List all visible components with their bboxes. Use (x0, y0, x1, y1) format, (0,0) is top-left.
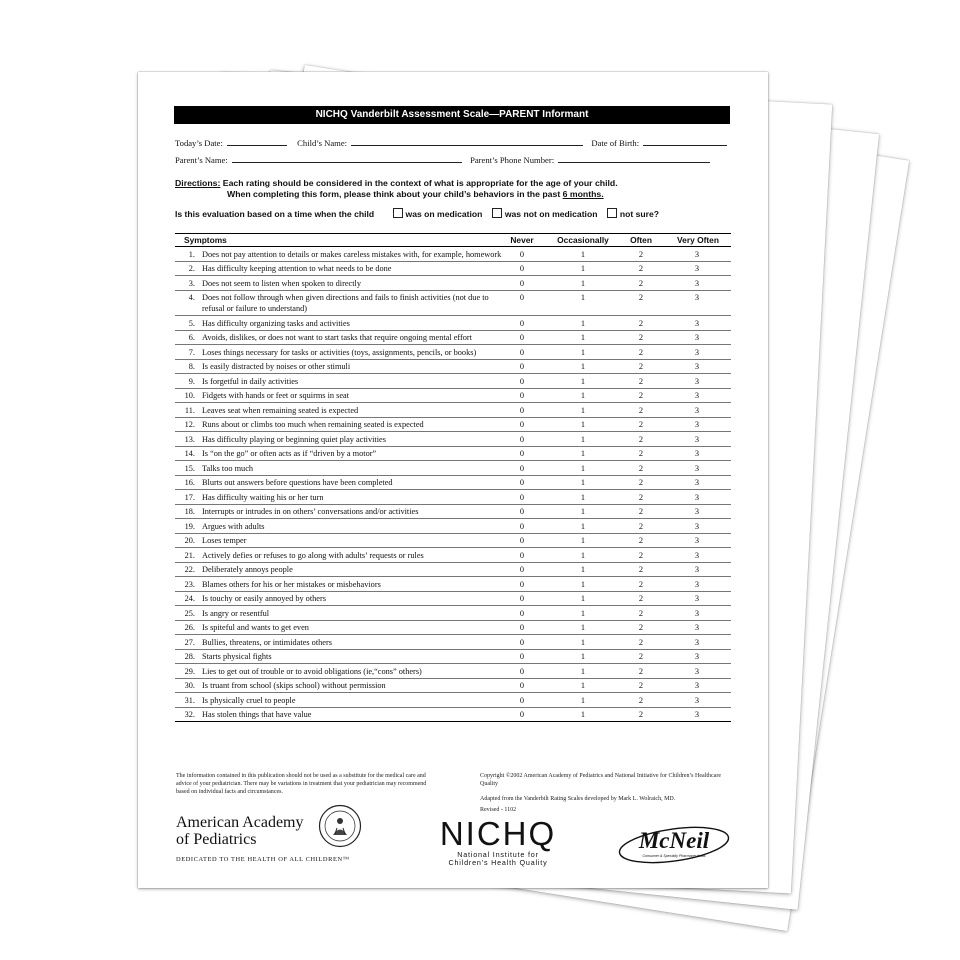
rating-often[interactable]: 2 (638, 449, 644, 458)
date-of-birth-field[interactable] (643, 137, 727, 146)
symptom-text: Has difficulty playing or beginning quiet play activities (202, 434, 386, 444)
table-row (175, 418, 731, 433)
rating-occasionally[interactable]: 1 (580, 420, 586, 429)
table-row (175, 563, 731, 578)
table-row (175, 693, 731, 708)
rating-very-often[interactable]: 3 (694, 695, 700, 705)
rating-very-often[interactable]: 3 (694, 420, 700, 429)
rating-often[interactable]: 2 (638, 405, 644, 415)
rating-never[interactable]: 0 (519, 710, 525, 719)
rating-never[interactable]: 0 (519, 637, 525, 647)
table-row (175, 606, 731, 621)
not-sure-checkbox[interactable] (607, 208, 617, 218)
rating-often[interactable]: 2 (638, 565, 644, 574)
parents-name-field[interactable] (232, 154, 462, 163)
rating-never[interactable]: 0 (519, 434, 525, 444)
symptom-text: Talks too much (202, 463, 254, 473)
rating-never[interactable]: 0 (519, 391, 525, 400)
rating-often[interactable]: 2 (638, 391, 644, 400)
rating-occasionally[interactable]: 1 (580, 666, 586, 676)
rating-often[interactable]: 2 (638, 492, 644, 502)
rating-often[interactable]: 2 (638, 681, 644, 690)
rating-occasionally[interactable]: 1 (580, 507, 586, 516)
rating-never[interactable]: 0 (519, 695, 525, 705)
rating-occasionally[interactable]: 1 (580, 376, 586, 386)
rating-often[interactable]: 2 (638, 463, 644, 473)
symptom-text: Is “on the go” or often acts as if “driven by a motor” (202, 449, 377, 458)
aap-tagline: DEDICATED TO THE HEALTH OF ALL CHILDREN™ (176, 856, 350, 863)
rating-occasionally[interactable]: 1 (580, 608, 586, 618)
symptom-number: 31. (184, 695, 195, 705)
rating-very-often[interactable]: 3 (694, 710, 700, 719)
rating-occasionally[interactable]: 1 (580, 391, 586, 400)
symptom-text: Fidgets with hands or feet or squirms in seat (202, 391, 350, 400)
rating-often[interactable]: 2 (638, 376, 644, 386)
table-row (175, 621, 731, 636)
table-row (175, 276, 731, 291)
rating-often[interactable]: 2 (638, 594, 644, 603)
rating-occasionally[interactable]: 1 (580, 333, 586, 342)
rating-never[interactable]: 0 (519, 623, 525, 632)
nichq-wordmark: NICHQ (439, 815, 557, 852)
rating-never[interactable]: 0 (519, 681, 525, 690)
rating-occasionally[interactable]: 1 (580, 463, 586, 473)
rating-occasionally[interactable]: 1 (580, 362, 586, 371)
rating-occasionally[interactable]: 1 (580, 594, 586, 603)
symptom-number: 23. (184, 579, 195, 589)
rating-very-often[interactable]: 3 (694, 507, 700, 516)
rating-occasionally[interactable]: 1 (580, 318, 586, 328)
table-row (175, 247, 731, 262)
rating-occasionally[interactable]: 1 (580, 405, 586, 415)
symptom-text: Deliberately annoys people (202, 565, 293, 574)
rating-occasionally[interactable]: 1 (580, 710, 586, 719)
symptom-text: Is physically cruel to people (202, 695, 296, 705)
fields-row-1 (175, 137, 727, 148)
rating-very-often[interactable]: 3 (694, 318, 700, 328)
rating-never[interactable]: 0 (519, 405, 525, 415)
symptom-text: Bullies, threatens, or intimidates others (202, 637, 332, 647)
table-row (175, 432, 731, 447)
symptom-text: Runs about or climbs too much when remaining seated is expected (202, 420, 424, 429)
rating-very-often[interactable]: 3 (694, 579, 700, 589)
nichq-logo (428, 817, 568, 867)
rating-occasionally[interactable]: 1 (580, 293, 586, 302)
table-row (175, 389, 731, 404)
symptom-number: 6. (188, 333, 195, 342)
rating-occasionally[interactable]: 1 (580, 249, 586, 259)
rating-often[interactable]: 2 (638, 695, 644, 705)
table-row (175, 360, 731, 375)
rating-never[interactable]: 0 (519, 565, 525, 574)
rating-often[interactable]: 2 (638, 652, 644, 661)
symptom-number: 30. (184, 681, 195, 690)
parents-phone-label: Parent’s Phone Number: (470, 155, 555, 165)
rating-never[interactable]: 0 (519, 420, 525, 429)
symptom-number: 9. (188, 376, 195, 386)
symptom-text: Loses temper (202, 536, 247, 545)
symptom-number: 21. (184, 550, 195, 560)
todays-date-field[interactable] (227, 137, 287, 146)
form-page (138, 72, 768, 888)
symptom-text: Has difficulty organizing tasks and activities (202, 318, 350, 328)
symptom-text: Is spiteful and wants to get even (202, 623, 309, 632)
rating-never[interactable]: 0 (519, 507, 525, 516)
rating-occasionally[interactable]: 1 (580, 347, 586, 357)
rating-often[interactable]: 2 (638, 710, 644, 719)
rating-often[interactable]: 2 (638, 623, 644, 632)
symptom-number: 3. (188, 278, 195, 288)
rating-occasionally[interactable]: 1 (580, 434, 586, 444)
rating-occasionally[interactable]: 1 (580, 449, 586, 458)
symptom-number: 14. (184, 449, 195, 458)
rating-never[interactable]: 0 (519, 264, 525, 273)
symptom-number: 19. (184, 521, 195, 531)
rating-occasionally[interactable]: 1 (580, 695, 586, 705)
symptom-text: Is forgetful in daily activities (202, 376, 299, 386)
rating-very-often[interactable]: 3 (694, 492, 700, 502)
rating-very-often[interactable]: 3 (694, 521, 700, 531)
symptom-number: 22. (184, 565, 195, 574)
table-row (175, 534, 731, 549)
symptom-text: Is touchy or easily annoyed by others (202, 594, 326, 603)
symptom-number: 5. (188, 318, 195, 328)
symptom-text: Is truant from school (skips school) without permission (202, 681, 386, 690)
symptom-text: Does not seem to listen when spoken to directly (202, 278, 361, 288)
rating-occasionally[interactable]: 1 (580, 478, 586, 487)
rating-very-often[interactable]: 3 (694, 666, 700, 676)
rating-very-often[interactable]: 3 (694, 362, 700, 371)
symptom-text: Starts physical fights (202, 652, 272, 661)
rating-never[interactable]: 0 (519, 449, 525, 458)
date-of-birth-label: Date of Birth: (591, 138, 640, 148)
symptom-number: 12. (184, 420, 195, 429)
symptom-text: Has difficulty keeping attention to what needs to be done (202, 264, 392, 273)
rating-often[interactable]: 2 (638, 637, 644, 647)
symptom-number: 26. (184, 623, 195, 632)
table-row (175, 519, 731, 534)
directions-label: Directions: (175, 178, 221, 188)
rating-never[interactable]: 0 (519, 362, 525, 371)
rating-often[interactable]: 2 (638, 293, 644, 302)
symptom-number: 4. (188, 293, 195, 302)
rating-never[interactable]: 0 (519, 666, 525, 676)
rating-very-often[interactable]: 3 (694, 278, 700, 288)
rating-often[interactable]: 2 (638, 264, 644, 273)
rating-never[interactable]: 0 (519, 608, 525, 618)
rating-very-often[interactable]: 3 (694, 550, 700, 560)
rating-very-often[interactable]: 3 (694, 637, 700, 647)
table-row (175, 461, 731, 476)
symptom-number: 15. (184, 463, 195, 473)
aap-line-1: American Academy (176, 814, 304, 831)
table-row (175, 345, 731, 360)
rating-never[interactable]: 0 (519, 579, 525, 589)
aap-line-2: of Pediatrics (176, 831, 257, 848)
rating-very-often[interactable]: 3 (694, 478, 700, 487)
rating-often[interactable]: 2 (638, 249, 644, 259)
symptom-number: 1. (188, 249, 195, 259)
rating-often[interactable]: 2 (638, 318, 644, 328)
rating-very-often[interactable]: 3 (694, 249, 700, 259)
rating-very-often[interactable]: 3 (694, 293, 700, 302)
table-row (175, 374, 731, 389)
rating-occasionally[interactable]: 1 (580, 637, 586, 647)
rating-never[interactable]: 0 (519, 521, 525, 531)
copyright: Copyright ©2002 American Academy of Pediatrics and National Initiative for Children’s Healthcare Quality (480, 773, 721, 787)
rating-very-often[interactable]: 3 (694, 681, 700, 690)
rating-very-often[interactable]: 3 (694, 565, 700, 574)
rating-often[interactable]: 2 (638, 362, 644, 371)
rating-very-often[interactable]: 3 (694, 264, 700, 273)
rating-never[interactable]: 0 (519, 333, 525, 342)
rating-never[interactable]: 0 (519, 478, 525, 487)
rating-very-often[interactable]: 3 (694, 536, 700, 545)
rating-very-often[interactable]: 3 (694, 333, 700, 342)
rating-often[interactable]: 2 (638, 521, 644, 531)
rating-never[interactable]: 0 (519, 492, 525, 502)
todays-date-label: Today’s Date: (175, 138, 223, 148)
mcneil-logo (616, 824, 732, 864)
table-header (175, 234, 731, 247)
header-often: Often (630, 235, 652, 245)
symptom-number: 25. (184, 608, 195, 618)
parents-phone-field[interactable] (558, 154, 710, 163)
rating-never[interactable]: 0 (519, 293, 525, 302)
symptom-text: Lies to get out of trouble or to avoid obligations (ie,“cons” others) (202, 666, 422, 676)
symptom-number: 17. (184, 492, 195, 502)
table-row (175, 548, 731, 563)
rating-occasionally[interactable]: 1 (580, 536, 586, 545)
symptom-text: Does not pay attention to details or makes careless mistakes with, for example, homework (202, 249, 502, 259)
table-row (175, 291, 731, 317)
rating-occasionally[interactable]: 1 (580, 264, 586, 273)
childs-name-field[interactable] (351, 137, 583, 146)
not-sure-label: not sure? (619, 209, 659, 219)
rating-occasionally[interactable]: 1 (580, 278, 586, 288)
symptom-text: Has difficulty waiting his or her turn (202, 492, 324, 502)
directions-line-2: When completing this form, please think about your child’s behaviors in the past (227, 189, 563, 199)
aap-logo-text (176, 814, 304, 848)
evaluation-question (175, 208, 735, 219)
symptom-text: Avoids, dislikes, or does not want to start tasks that require ongoing mental effort (202, 333, 472, 342)
table-row (175, 447, 731, 462)
rating-never[interactable]: 0 (519, 249, 525, 259)
table-row (175, 316, 731, 331)
rating-often[interactable]: 2 (638, 420, 644, 429)
mcneil-tagline: Consumer & Specialty Pharmaceuticals (642, 854, 706, 858)
rating-never[interactable]: 0 (519, 318, 525, 328)
header-symptoms: Symptoms (184, 235, 227, 245)
rating-occasionally[interactable]: 1 (580, 652, 586, 661)
rating-very-often[interactable]: 3 (694, 594, 700, 603)
on-medication-label: was on medication (405, 209, 483, 219)
symptom-number: 27. (184, 637, 195, 647)
rating-never[interactable]: 0 (519, 463, 525, 473)
fields-row-2 (175, 154, 710, 165)
rating-never[interactable]: 0 (519, 376, 525, 386)
rating-often[interactable]: 2 (638, 333, 644, 342)
rating-very-often[interactable]: 3 (694, 405, 700, 415)
rating-very-often[interactable]: 3 (694, 449, 700, 458)
symptom-text: Actively defies or refuses to go along with adults’ requests or rules (202, 550, 424, 560)
symptom-number: 7. (188, 347, 195, 357)
header-very-often: Very Often (677, 235, 719, 245)
rating-often[interactable]: 2 (638, 434, 644, 444)
symptom-number: 29. (184, 666, 195, 676)
symptom-number: 24. (184, 594, 195, 603)
symptom-table (175, 233, 731, 722)
rating-very-often[interactable]: 3 (694, 463, 700, 473)
revised-note: Revised - 1102 (480, 807, 517, 813)
symptom-number: 13. (184, 434, 195, 444)
table-row (175, 664, 731, 679)
symptom-number: 8. (188, 362, 195, 371)
mcneil-wordmark: McNeil (638, 828, 710, 853)
directions-period: 6 months. (562, 189, 604, 199)
rating-very-often[interactable]: 3 (694, 347, 700, 357)
rating-occasionally[interactable]: 1 (580, 550, 586, 560)
header-occasionally: Occasionally (557, 235, 609, 245)
symptom-number: 2. (188, 264, 195, 273)
nichq-line-1: National Institute for (457, 850, 539, 859)
symptom-text: Interrupts or intrudes in on others’ conversations and/or activities (202, 507, 419, 516)
rating-never[interactable]: 0 (519, 536, 525, 545)
not-on-medication-label: was not on medication (504, 209, 598, 219)
rating-often[interactable]: 2 (638, 550, 644, 560)
table-row (175, 592, 731, 607)
table-row (175, 490, 731, 505)
table-row (175, 650, 731, 665)
symptom-text: Blurts out answers before questions have been completed (202, 478, 393, 487)
symptom-number: 28. (184, 652, 195, 661)
table-row (175, 331, 731, 346)
rating-never[interactable]: 0 (519, 347, 525, 357)
on-medication-checkbox[interactable] (393, 208, 403, 218)
table-row (175, 635, 731, 650)
disclaimer: The information contained in this publication should not be used as a substitute for the medical care and advice of your pediatrician. There may be variations in treatment that your pediatrician may recommend based on individual facts and circumstances. (176, 773, 427, 795)
rating-often[interactable]: 2 (638, 608, 644, 618)
symptom-text: Has stolen things that have value (202, 710, 312, 719)
symptom-text: Does not follow through when given directions and fails to finish activities (not due to refusal or failure to understand) (202, 293, 489, 313)
childs-name-label: Child’s Name: (297, 138, 348, 148)
table-row (175, 403, 731, 418)
symptom-number: 32. (184, 710, 195, 719)
symptom-number: 16. (184, 478, 195, 487)
rating-very-often[interactable]: 3 (694, 376, 700, 386)
evaluation-prompt: Is this evaluation based on a time when the child (175, 209, 375, 219)
rating-never[interactable]: 0 (519, 652, 525, 661)
rating-often[interactable]: 2 (638, 507, 644, 516)
symptom-text: Leaves seat when remaining seated is expected (202, 405, 359, 415)
rating-never[interactable]: 0 (519, 594, 525, 603)
table-row (175, 708, 731, 723)
symptom-text: Is angry or resentful (202, 608, 270, 618)
rating-occasionally[interactable]: 1 (580, 681, 586, 690)
rating-often[interactable]: 2 (638, 278, 644, 288)
symptom-number: 20. (184, 536, 195, 545)
rating-never[interactable]: 0 (519, 550, 525, 560)
table-row (175, 679, 731, 694)
rating-occasionally[interactable]: 1 (580, 579, 586, 589)
rating-often[interactable]: 2 (638, 347, 644, 357)
symptom-number: 10. (184, 391, 195, 400)
parents-name-label: Parent’s Name: (175, 155, 228, 165)
not-on-medication-checkbox[interactable] (492, 208, 502, 218)
rating-occasionally[interactable]: 1 (580, 565, 586, 574)
table-row (175, 262, 731, 277)
rating-very-often[interactable]: 3 (694, 652, 700, 661)
adapted-note: Adapted from the Vanderbilt Rating Scales developed by Mark L. Wolraich, MD. (480, 796, 676, 802)
rating-occasionally[interactable]: 1 (580, 492, 586, 502)
symptom-text: Argues with adults (202, 521, 265, 531)
directions (175, 178, 735, 200)
aap-seal-icon (318, 804, 362, 848)
rating-very-often[interactable]: 3 (694, 434, 700, 444)
table-row (175, 505, 731, 520)
rating-often[interactable]: 2 (638, 536, 644, 545)
nichq-line-2: Children’s Health Quality (448, 858, 548, 867)
symptom-text: Loses things necessary for tasks or activities (toys, assignments, pencils, or books) (202, 347, 477, 357)
rating-very-often[interactable]: 3 (694, 623, 700, 632)
table-row (175, 476, 731, 491)
rating-occasionally[interactable]: 1 (580, 521, 586, 531)
symptom-number: 18. (184, 507, 195, 516)
symptom-text: Blames others for his or her mistakes or misbehaviors (202, 579, 381, 589)
table-row (175, 577, 731, 592)
rating-often[interactable]: 2 (638, 579, 644, 589)
rating-very-often[interactable]: 3 (694, 608, 700, 618)
directions-line-1: Each rating should be considered in the context of what is appropriate for the age of your child. (220, 178, 618, 188)
symptom-text: Is easily distracted by noises or other stimuli (202, 362, 351, 371)
rating-never[interactable]: 0 (519, 278, 525, 288)
header-never: Never (510, 235, 534, 245)
form-title: NICHQ Vanderbilt Assessment Scale—PARENT Informant (174, 106, 730, 124)
rating-occasionally[interactable]: 1 (580, 623, 586, 632)
rating-often[interactable]: 2 (638, 666, 644, 676)
rating-very-often[interactable]: 3 (694, 391, 700, 400)
symptom-number: 11. (184, 405, 195, 415)
rating-often[interactable]: 2 (638, 478, 644, 487)
